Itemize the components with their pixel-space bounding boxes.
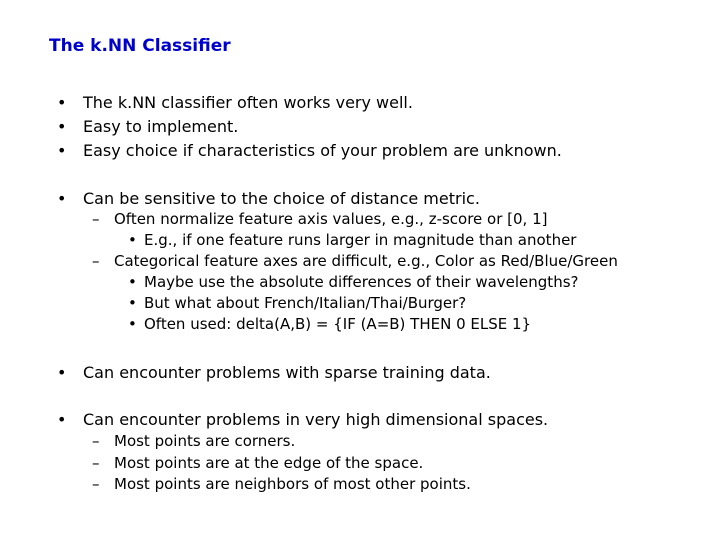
- bullet-marker: •: [128, 273, 137, 291]
- sub-item-text: Categorical feature axes are difficult, e.g., Color as Red/Blue/Green: [114, 252, 618, 270]
- bullet-marker: •: [128, 315, 137, 333]
- slide-title: The k.NN Classifier: [49, 36, 231, 56]
- sub-item-text: Most points are at the edge of the space.: [114, 454, 424, 472]
- sub-sub-item-text: Often used: delta(A,B) = {IF (A=B) THEN 0 ELSE 1}: [144, 315, 532, 333]
- dash-marker: –: [92, 210, 100, 228]
- sub-sub-item-text: Maybe use the absolute differences of their wavelengths?: [144, 273, 579, 291]
- bullet-text: Can encounter problems in very high dimensional spaces.: [83, 410, 549, 429]
- bullet-text: Easy choice if characteristics of your problem are unknown.: [83, 141, 562, 160]
- bullet-marker: •: [57, 363, 67, 382]
- bullet-marker: •: [57, 93, 67, 112]
- bullet-text: Can be sensitive to the choice of distance metric.: [83, 189, 480, 208]
- bullet-text: Easy to implement.: [83, 117, 239, 136]
- bullet-marker: •: [128, 231, 137, 249]
- dash-marker: –: [92, 454, 100, 472]
- bullet-text: The k.NN classifier often works very well.: [83, 93, 413, 112]
- bullet-marker: •: [57, 189, 67, 208]
- dash-marker: –: [92, 432, 100, 450]
- dash-marker: –: [92, 252, 100, 270]
- sub-item-text: Often normalize feature axis values, e.g., z-score or [0, 1]: [114, 210, 548, 228]
- bullet-marker: •: [57, 410, 67, 429]
- bullet-text: Can encounter problems with sparse training data.: [83, 363, 491, 382]
- sub-sub-item-text: E.g., if one feature runs larger in magnitude than another: [144, 231, 577, 249]
- bullet-marker: •: [57, 117, 67, 136]
- bullet-marker: •: [57, 141, 67, 160]
- dash-marker: –: [92, 475, 100, 493]
- bullet-marker: •: [128, 294, 137, 312]
- sub-item-text: Most points are corners.: [114, 432, 296, 450]
- sub-sub-item-text: But what about French/Italian/Thai/Burger?: [144, 294, 467, 312]
- sub-item-text: Most points are neighbors of most other points.: [114, 475, 471, 493]
